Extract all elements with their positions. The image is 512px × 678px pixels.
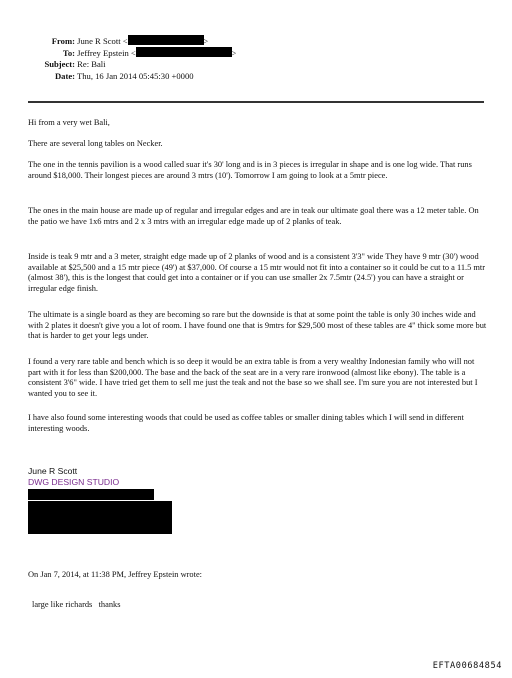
- paragraph-6: I found a very rare table and bench which is so deep it would be an extra table is from a very wealthy Indonesian family who will not part with it for less than $200,000. The base and the back of the seat are in a very rare ironwood (almost like ebony). The table is a consistent 3'6" wide. I have tried get them to sell me just the teak and not the base so we shall see. I'm sure you are not interested but I wanted you to see it.: [28, 357, 478, 398]
- to-label: To:: [62, 48, 75, 58]
- quoted-attribution: On Jan 7, 2014, at 11:38 PM, Jeffrey Epstein wrote:: [28, 570, 202, 579]
- signature-name: June R Scott: [28, 466, 78, 476]
- from-line: [40, 35, 208, 47]
- from-value: June R Scott <: [77, 36, 128, 46]
- greeting: Hi from a very wet Bali,: [28, 118, 110, 127]
- paragraph-5: The ultimate is a single board as they are becoming so rare but the downside is that at some point the table is only 30 inches wide and with 2 plates it doesn't give you a lot of room. I have found one that is 9mtrs for $29,500 most of these tables are 4" thick some more but that is harder to get your legs under.: [28, 310, 487, 341]
- signature-redaction-2: [28, 501, 172, 534]
- paragraph-3: The ones in the main house are made up of regular and irregular edges and are in teak our ultimate goal there was a 12 meter table. On the patio we have 1x6 mtrs and 2 x 3 mtrs with an irregular edge made up of 2 planks of teak.: [28, 206, 479, 226]
- subject-label: Subject:: [44, 59, 75, 69]
- paragraph-1: There are several long tables on Necker.: [28, 139, 163, 148]
- paragraph-7: I have also found some interesting woods that could be used as coffee tables or smaller dining tables which I will send in different interesting woods.: [28, 413, 464, 433]
- signature-company: DWG DESIGN STUDIO: [28, 477, 120, 487]
- to-value: Jeffrey Epstein <: [77, 48, 136, 58]
- date-value: Thu, 16 Jan 2014 05:45:30 +0000: [77, 71, 194, 81]
- redaction-block: [136, 47, 232, 57]
- angle-close: >: [231, 49, 237, 58]
- signature-redaction-1: [28, 489, 154, 500]
- date-line: [40, 71, 194, 82]
- paragraph-4: Inside is teak 9 mtr and a 3 meter, straight edge made up of 2 planks of wood and is a consistent 3'3" wide They have 9 mtr (30') wood available at $25,500 and a 15 mtr piece (49') at $37,000. Of course a 15 mtr would not fit into a container so it could be cut to a 11.5 mtr (almost 38'), this is the longest that could get into a container or if you can use smaller 2x 7.5mtr (24.5') you can have a straight or irregular edge finish.: [28, 252, 486, 293]
- angle-close: >: [203, 37, 209, 46]
- paragraph-2: The one in the tennis pavilion is a wood called suar it's 30' long and is in 3 pieces is irregular in shape and is one log wide. That runs around $18,000. Their longest pieces are around 3 mtrs (10'). Tomorrow I am going to look at a 5mtr piece.: [28, 160, 472, 180]
- redaction-block: [128, 35, 204, 45]
- subject-value: Re: Bali: [77, 59, 106, 69]
- subject-line: [40, 59, 106, 70]
- to-line: [40, 47, 236, 59]
- date-label: Date:: [54, 71, 75, 81]
- header-divider: [28, 101, 484, 103]
- quoted-text: large like richards thanks: [32, 600, 121, 609]
- from-label: From:: [51, 36, 75, 46]
- document-id: EFTA00684854: [432, 661, 502, 671]
